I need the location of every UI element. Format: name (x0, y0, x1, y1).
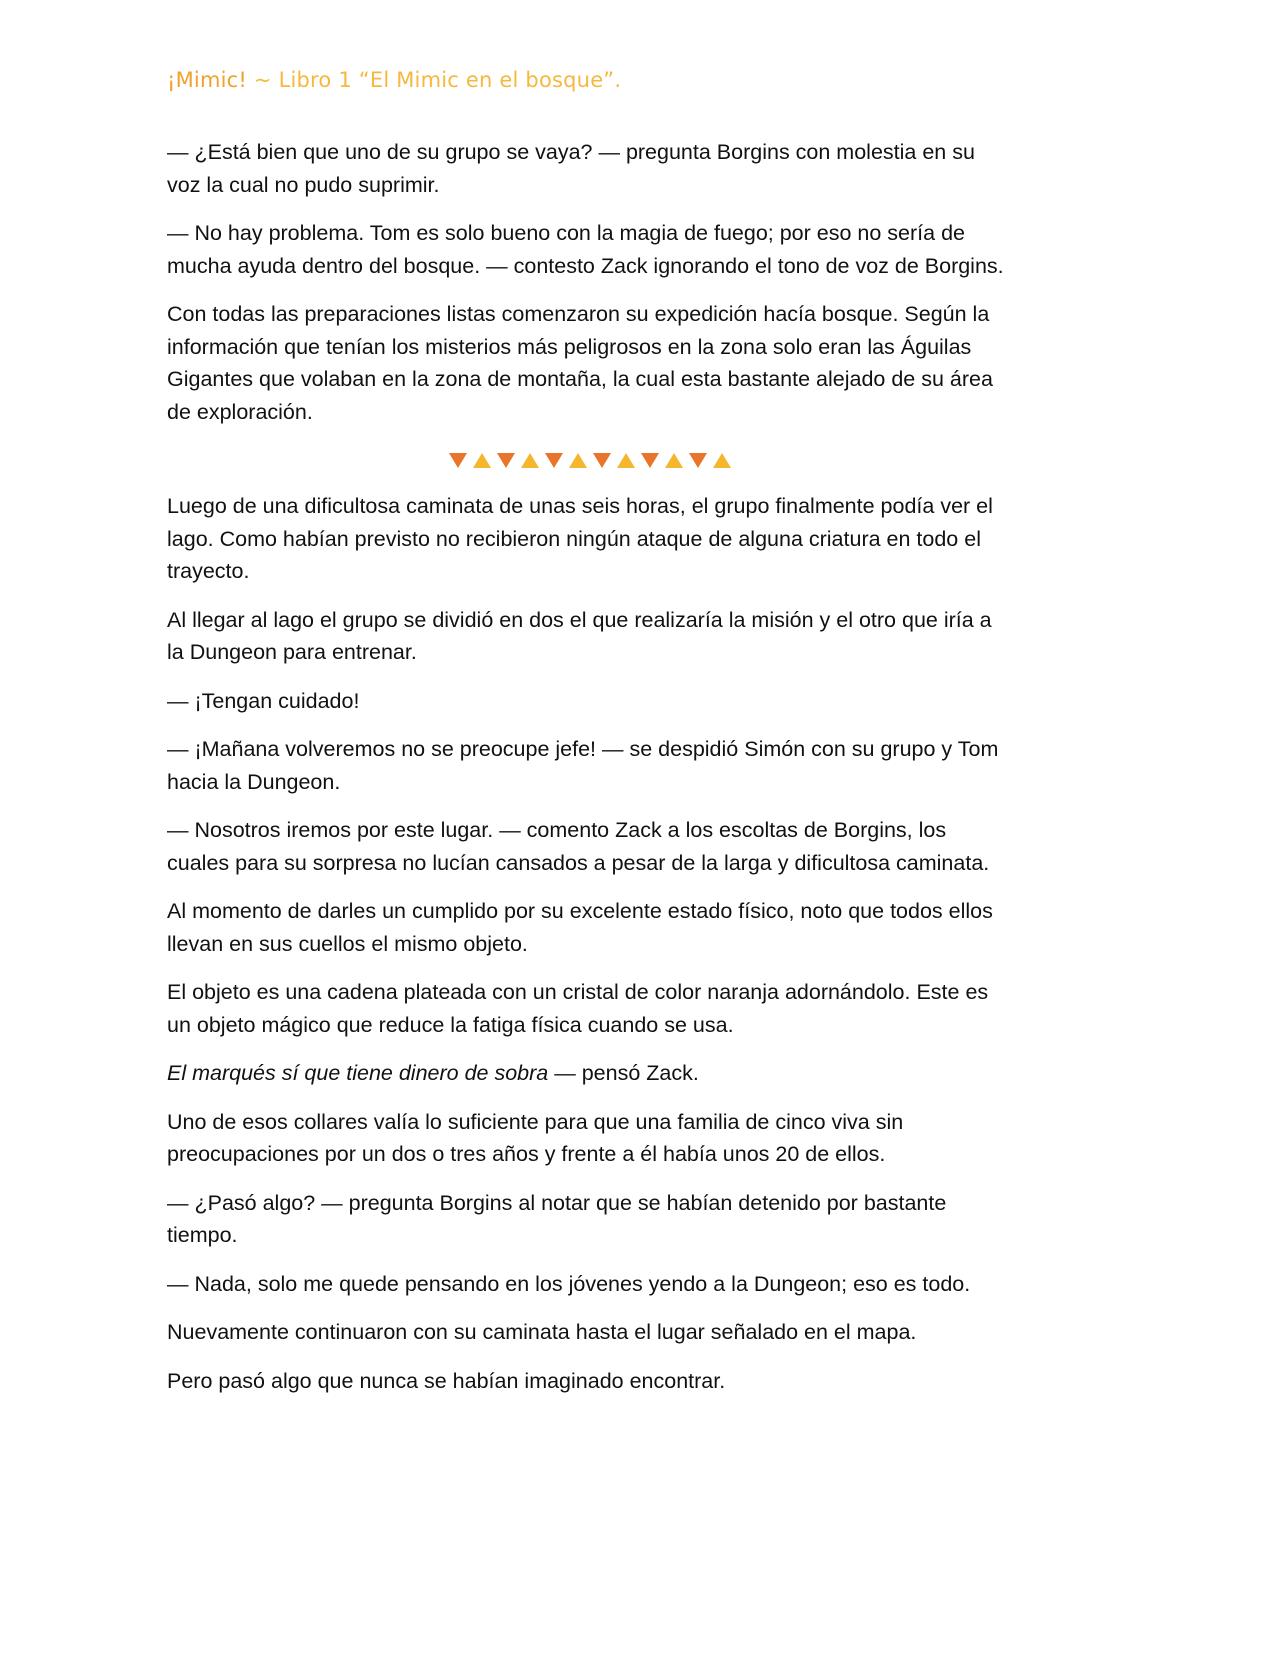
scene-break-divider (167, 444, 1012, 476)
yellow-up-triangle-icon (473, 453, 491, 468)
orange-down-triangle-icon (689, 453, 707, 468)
running-header (167, 68, 621, 92)
thought-italic: El marqués sí que tiene dinero de sobra (167, 1061, 549, 1085)
yellow-up-triangle-icon (665, 453, 683, 468)
paragraph: — Nada, solo me quede pensando en los jóvenes yendo a la Dungeon; eso es todo. (167, 1271, 971, 1296)
thought-paragraph (167, 1057, 1012, 1090)
paragraph: — No hay problema. Tom es solo bueno con la magia de fuego; por eso no sería de mucha ayuda dentro del bosque. — contesto Zack ignorando el tono de voz de Borgins. (167, 221, 1004, 278)
paragraph: Uno de esos collares valía lo suficiente para que una familia de cinco viva sin preocupaciones por un dos o tres años y frente a él había unos 20 de ellos. (167, 1109, 904, 1166)
paragraph: — Nosotros iremos por este lugar. — comento Zack a los escoltas de Borgins, los cuales para su sorpresa no lucían cansados a pesar de la larga y dificultosa caminata. (167, 818, 990, 875)
paragraph: — ¿Pasó algo? — pregunta Borgins al notar que se habían detenido por bastante tiempo. (167, 1190, 947, 1247)
yellow-up-triangle-icon (713, 453, 731, 468)
body-text (167, 136, 1012, 1413)
header-brand: ¡Mimic! (167, 68, 248, 92)
paragraph: Pero pasó algo que nunca se habían imaginado encontrar. (167, 1368, 726, 1393)
paragraph: Luego de una dificultosa caminata de unas seis horas, el grupo finalmente podía ver el lago. Como habían previsto no recibieron ningún ataque de alguna criatura en todo el trayecto. (167, 494, 993, 583)
orange-down-triangle-icon (641, 453, 659, 468)
paragraph: Con todas las preparaciones listas comenzaron su expedición hacía bosque. Según la información que tenían los misterios más peligrosos en la zona solo eran las Águilas Gigantes que volaban en la zona de montaña, la cual esta bastante alejado de su área de exploración. (167, 302, 993, 424)
yellow-up-triangle-icon (617, 453, 635, 468)
thought-attribution: — pensó Zack. (548, 1061, 699, 1085)
header-subtitle: ~ Libro 1 “El Mimic en el bosque”. (247, 68, 622, 92)
paragraph: — ¡Tengan cuidado! (167, 688, 360, 713)
paragraph: Al llegar al lago el grupo se dividió en dos el que realizaría la misión y el otro que iría a la Dungeon para entrenar. (167, 607, 992, 664)
yellow-up-triangle-icon (569, 453, 587, 468)
paragraph: Nuevamente continuaron con su caminata hasta el lugar señalado en el mapa. (167, 1320, 917, 1344)
paragraph: Al momento de darles un cumplido por su excelente estado físico, noto que todos ellos llevan en sus cuellos el mismo objeto. (167, 899, 993, 956)
paragraph: El objeto es una cadena plateada con un cristal de color naranja adornándolo. Este es un objeto mágico que reduce la fatiga física cuando se usa. (167, 980, 989, 1037)
orange-down-triangle-icon (449, 453, 467, 468)
orange-down-triangle-icon (545, 453, 563, 468)
paragraph: — ¿Está bien que uno de su grupo se vaya? — pregunta Borgins con molestia en su voz la cual no pudo suprimir. (167, 140, 975, 197)
orange-down-triangle-icon (497, 453, 515, 468)
orange-down-triangle-icon (593, 453, 611, 468)
yellow-up-triangle-icon (521, 453, 539, 468)
paragraph: — ¡Mañana volveremos no se preocupe jefe! — se despidió Simón con su grupo y Tom hacia la Dungeon. (167, 737, 999, 794)
